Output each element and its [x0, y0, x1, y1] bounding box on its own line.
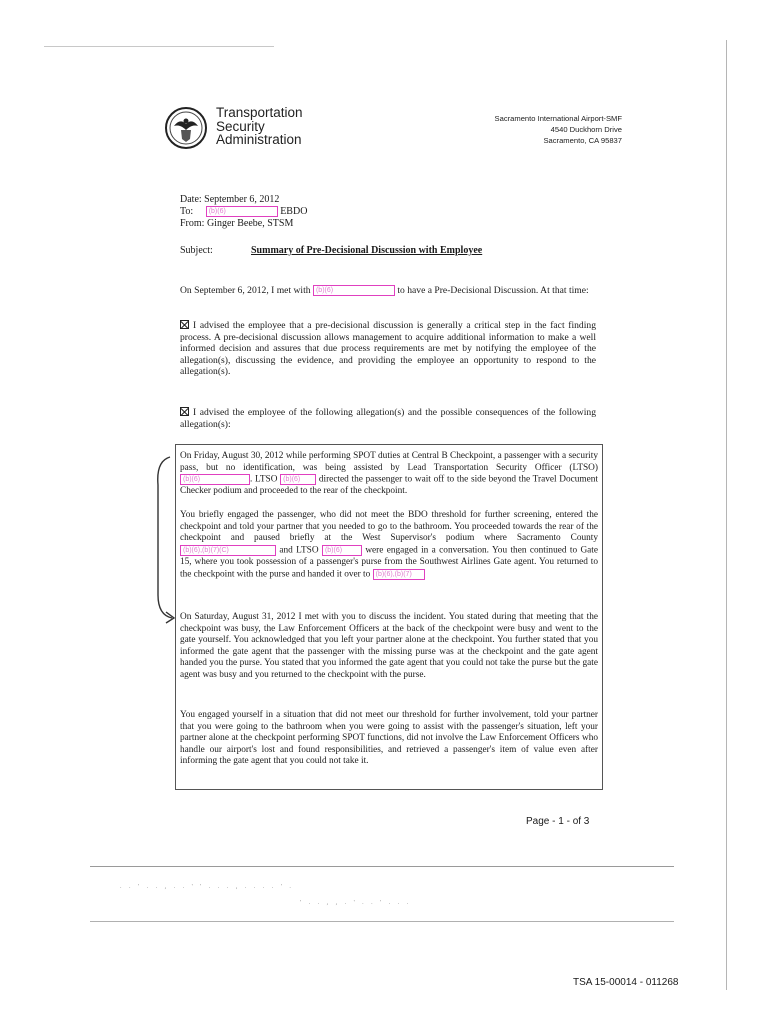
redaction-box: (b)(6) — [322, 545, 362, 556]
memo-to: To: (b)(6) EBDO — [180, 206, 308, 217]
agency-name: Transportation Security Administration — [216, 105, 303, 147]
handwritten-bracket-icon — [150, 455, 180, 625]
allegation-paragraph-1: On Friday, August 30, 2012 while performing SPOT duties at Central B Checkpoint, a passenger with a security pass, but no identification, was being assisted by Lead Transportation Security Officer (LTSO) (b)(6) . LTSO (b)(6) directed the passenger to wait off to the side beyond the Travel Document Checker podium and proceeded to the rear of the checkpoint. — [180, 451, 598, 497]
redaction-box: (b)(6) — [313, 285, 395, 296]
allegation-paragraph-4: You engaged yourself in a situation that did not meet our threshold for further involvement, told your partner that you were going to the bathroom when you were going to assist with the passenger's situation, left your partner alone at the checkpoint performing SPOT functions, did not involve the Law Enforcement Officers who handle our airport's lost and found responsibilities, and retrieved a passenger's item of value even after informing the gate agent that you could not take it. — [180, 710, 598, 767]
advised-paragraph-1: I advised the employee that a pre-decisional discussion is generally a critical step in the fact finding process. A pre-decisional discussion allows management to acquire additional information to make a well informed decision and assures that due process requirements are met by notifying the employee of the allegation(s), discussing the evidence, and providing the employee an opportunity to respond to the allegation(s). — [180, 320, 596, 378]
redaction-box: (b)(6) — [206, 206, 278, 217]
memo-date: Date: September 6, 2012 — [180, 194, 280, 205]
redaction-box: (b)(6) — [280, 474, 316, 485]
checked-box-icon — [180, 320, 189, 329]
redaction-box: (b)(6),(b)(7)(C) — [180, 545, 276, 556]
intro-paragraph: On September 6, 2012, I met with (b)(6) to have a Pre-Decisional Discussion. At that time: — [180, 285, 589, 296]
scan-noise-2: ' . . , , . ' . . ' . . . — [300, 900, 412, 906]
scan-top-line — [44, 46, 274, 47]
page-number: Page - 1 - of 3 — [526, 816, 590, 827]
scan-bottom-line-2 — [90, 921, 674, 922]
scan-noise: . . ' . . , . . ' ' . . . , . . . . ' . — [120, 884, 294, 890]
advised-paragraph-2: I advised the employee of the following allegation(s) and the possible consequences of the following allegation(s): — [180, 407, 596, 430]
allegation-paragraph-3: On Saturday, August 31, 2012 I met with you to discuss the incident. You stated during that meeting that the checkpoint was busy, the Law Enforcement Officers at the back of the checkpoint were busy and went to the gate yourself. You acknowledged that you left your partner alone at the checkpoint. You further stated that you informed the gate agent that the passenger with the missing purse was at the checkpoint and the gate agent handed you the purse. You stated that you informed the gate agent that you could not take the purse but the gate agent was busy and you returned to the checkpoint with the purse. — [180, 612, 598, 680]
subject-label: Subject: — [180, 245, 213, 256]
memo-from: From: Ginger Beebe, STSM — [180, 218, 294, 229]
allegation-paragraph-2: You briefly engaged the passenger, who did not meet the BDO threshold for further screening, entered the checkpoint and told your partner that you needed to go to the bathroom. You proceeded towards the rear of the checkpoint and paused briefly at the West Supervisor's podium where Sacramento County (b)(6),(b)(7)(C) and LTSO (b)(6) were engaged in a conversation. You then continued to Gate 15, where you took possession of a passenger's purse from the Southwest Airlines Gate agent. You returned to the checkpoint with the purse and handed it over to (b)(6),(b)(7) — [180, 510, 599, 580]
address-block: Sacramento International Airport-SMF 4540 Duckhorn Drive Sacramento, CA 95837 — [494, 114, 622, 145]
subject-value: Summary of Pre-Decisional Discussion with Employee — [251, 245, 483, 256]
redaction-box: (b)(6),(b)(7) — [373, 569, 425, 580]
bates-number: TSA 15-00014 - 011268 — [573, 977, 679, 988]
redaction-box: (b)(6) — [180, 474, 250, 485]
scan-right-edge — [726, 40, 727, 990]
checked-box-icon — [180, 407, 189, 416]
scan-bottom-line — [90, 866, 674, 867]
dhs-seal-icon — [164, 106, 208, 150]
